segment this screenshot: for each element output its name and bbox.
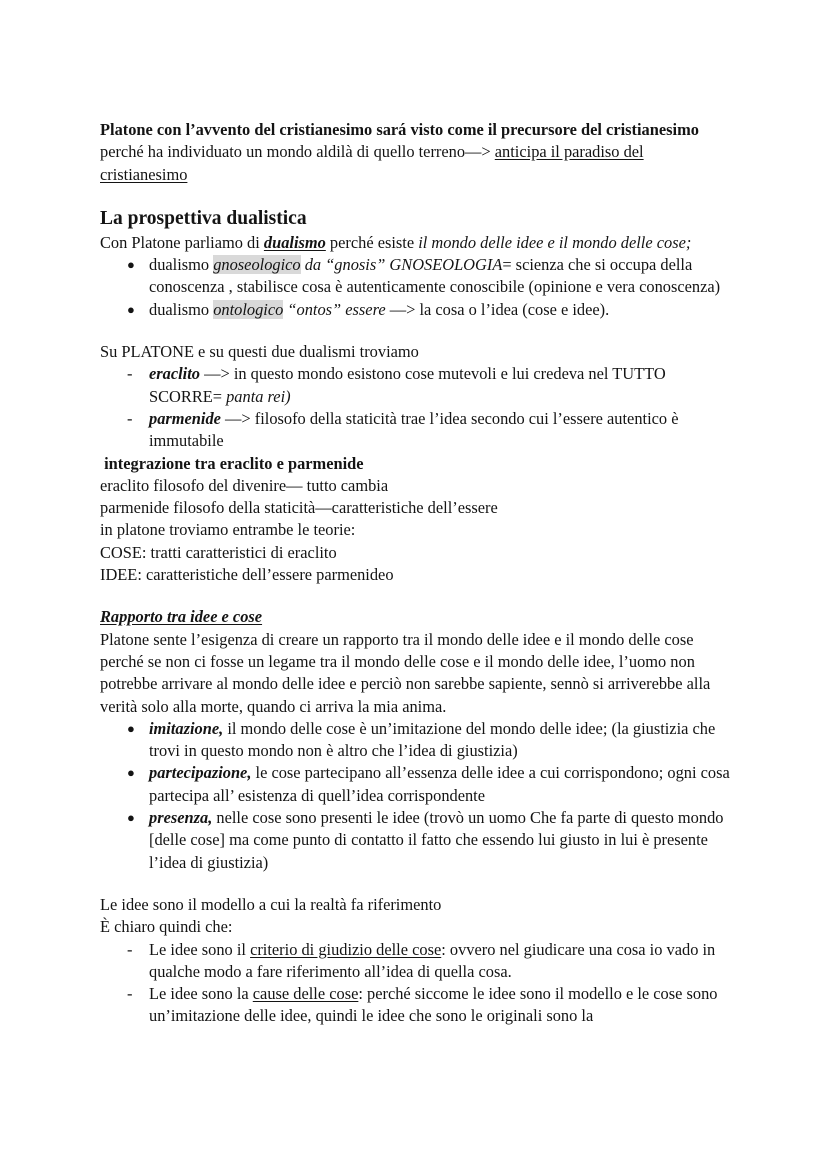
intro-text: perché ha individuato un mondo aldilà di quello terreno—> [100, 142, 495, 162]
ideas-underlined: criterio di giudizio delle cose [250, 939, 442, 959]
list-item [100, 718, 730, 763]
bullet-marker: ● [127, 810, 135, 826]
bullet-marker: ● [127, 257, 135, 273]
ideas-line: È chiaro quindi che: [100, 917, 233, 937]
list-item [100, 254, 730, 299]
ideas-line: Le idee sono il modello a cui la realtà fa riferimento [100, 894, 442, 914]
dualism-paragraph [100, 232, 730, 254]
bullet-prefix: dualismo [149, 255, 214, 275]
list-item [100, 939, 730, 984]
list-item [100, 762, 730, 807]
relation-term: presenza, [149, 808, 213, 828]
philosopher-name: parmenide [149, 408, 221, 428]
dualism-list [100, 254, 730, 321]
ideas-start: Le idee sono la [149, 984, 253, 1004]
ideas-rest: : perché siccome le idee sono il modello e le cose sono un’imitazione delle idee, quindi le idee che sono le originali sono la [149, 984, 718, 1026]
dash-marker: - [127, 364, 133, 384]
dash-marker: - [127, 939, 133, 959]
integration-title [100, 453, 730, 475]
intro-bold: Platone con l’avvento del cristianesimo sará visto come il precursore del cristianesimo [100, 120, 699, 139]
bullet-marker: ● [127, 301, 135, 317]
bullet-marker: ● [127, 720, 135, 736]
highlighted-term: ontologico [213, 299, 284, 319]
bullet-marker: ● [127, 765, 135, 781]
text-line: eraclito filosofo del divenire— tutto cambia [100, 475, 389, 495]
document-body [100, 119, 730, 1028]
text-line: COSE: tratti caratteristici di eraclito [100, 542, 337, 562]
integration-title-text: integrazione tra eraclito e parmenide [100, 453, 364, 473]
relation-list [100, 718, 730, 874]
text-line: in platone troviamo entrambe le teorie: [100, 520, 356, 540]
relation-text: nelle cose sono presenti le idee (trovò un uomo Che fa parte di questo mondo [delle cose] ma come punto di contatto il fatto che essendo lui giusto in lui è presente l’idea di giustizia) [149, 808, 724, 872]
text-line: IDEE: caratteristiche dell’essere parmenideo [100, 565, 394, 585]
list-item [100, 363, 730, 408]
bullet-italic: da “gnosis” GNOSEOLOGIA [300, 255, 503, 275]
list-item [100, 408, 730, 453]
philosopher-text: —> in questo mondo esistono cose mutevoli e lui credeva nel TUTTO SCORRE= [149, 364, 666, 406]
section-heading-dualism: La prospettiva dualistica [100, 207, 307, 229]
dash-marker: - [127, 984, 133, 1004]
philosopher-text: —> filosofo della staticità trae l’idea secondo cui l’essere autentico è immutabile [149, 408, 679, 451]
philosophers-list [100, 363, 730, 452]
relation-text: le cose partecipano all’essenza delle idee a cui corrispondono; ogni cosa partecipa all’ esistenza di quell’idea corrispondente [149, 763, 730, 805]
relation-heading-text: Rapporto tra idee e cose [100, 607, 263, 627]
dualism-line-mid: perché esiste [325, 232, 419, 252]
ideas-underlined: cause delle cose [252, 984, 359, 1004]
relation-paragraph: Platone sente l’esigenza di creare un rapporto tra il mondo delle idee e il mondo delle cose perché se non ci fosse un legame tra il mondo delle cose e il mondo delle idee, l’uomo non potrebbe arrivare al mondo delle idee e perciò non sarebbe sapiente, sennò si arriverebbe alla verità solo alla morte, quando ci arriva la mia anima. [100, 629, 711, 716]
philosopher-name: eraclito [149, 364, 200, 384]
dualism-line-start: Con Platone parliamo di [100, 232, 264, 252]
intro-paragraph [100, 119, 730, 186]
list-item [100, 299, 730, 321]
philosopher-italic: panta rei) [226, 386, 291, 406]
ideas-list [100, 939, 730, 1028]
section-heading-relation [100, 606, 730, 628]
bullet-text: = scienza che si occupa della conoscenza , stabilisce cosa è autenticamente conoscibile (opinione e vera conoscenza) [149, 255, 721, 297]
dualism-keyword: dualismo [263, 232, 326, 252]
text-line: parmenide filosofo della staticità—caratteristiche dell’essere [100, 498, 498, 518]
relation-text: il mondo delle cose è un’imitazione del mondo delle idee; (la giustizia che trovi in questo mondo non è altro che l’idea di giustizia) [149, 718, 716, 761]
relation-term: partecipazione, [149, 763, 252, 783]
ideas-rest: : ovvero nel giudicare una cosa io vado in qualche modo a fare riferimento all’idea di quella cosa. [149, 939, 716, 981]
highlighted-term: gnoseologico [213, 255, 301, 275]
bullet-text: —> la cosa o l’idea (cose e idee). [385, 299, 610, 319]
list-item [100, 807, 730, 874]
bullet-italic: “ontos” essere [283, 299, 386, 319]
plato-intro: Su PLATONE e su questi due dualismi troviamo [100, 342, 419, 362]
list-item [100, 983, 730, 1028]
bullet-prefix: dualismo [149, 299, 214, 319]
relation-term: imitazione, [149, 718, 224, 738]
ideas-start: Le idee sono il [149, 939, 251, 959]
intro-underlined: anticipa il paradiso del cristianesimo [100, 142, 644, 184]
dualism-italic-end: il mondo delle idee e il mondo delle cose; [418, 232, 692, 252]
dash-marker: - [127, 408, 133, 428]
